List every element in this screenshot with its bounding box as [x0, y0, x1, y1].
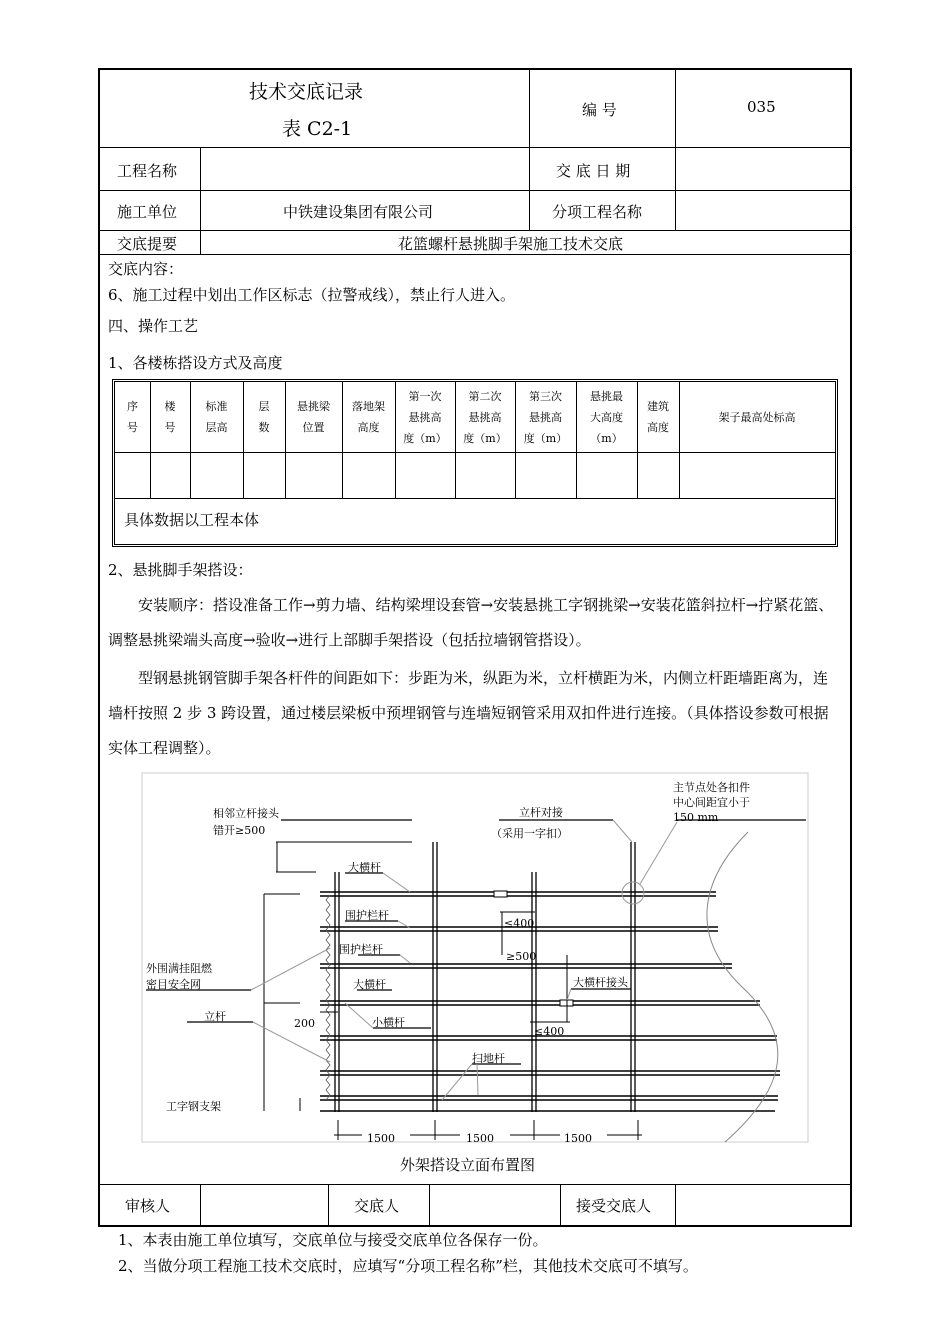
- label-node-1: 主节点处各扣件: [673, 781, 750, 794]
- table-header-text: 第三次: [529, 389, 562, 403]
- label-safety-net-1: 外围满挂阻燃: [146, 962, 212, 975]
- contractor-value: 中铁建设集团有限公司: [283, 203, 434, 221]
- summary-value: 花篮螺杆悬挑脚手架施工技术交底: [398, 235, 624, 253]
- label-sweep-rod: 扫地杆: [472, 1052, 505, 1065]
- label-adjacent-offset: 错开≥500: [213, 824, 266, 837]
- label-ledger-1: 大横杆: [348, 861, 381, 874]
- table-header-text: 悬挑梁位置: [297, 400, 330, 434]
- label-butt-joint-note: （采用一字扣）: [491, 827, 568, 840]
- table-header-text: 大高度: [590, 410, 623, 424]
- table-header-text: 标准层高: [205, 400, 228, 434]
- presenter-label: 交底人: [354, 1197, 400, 1215]
- label-node-2: 中心间距宜小于: [673, 796, 750, 809]
- table-header-text: 号: [164, 421, 176, 434]
- label-transom: 小横杆: [372, 1016, 405, 1029]
- ledger-joint-1: [494, 891, 507, 897]
- note-2: 2、当做分项工程施工技术交底时，应填写“分项工程名称”栏，其他技术交底可不填写。: [118, 1257, 698, 1275]
- table-header-text: 层: [258, 400, 270, 413]
- label-safety-net-2: 密目安全网: [146, 978, 201, 991]
- table-note: 具体数据以工程本体: [124, 511, 260, 529]
- content-line-6: 6、施工过程中划出工作区标志（拉警戒线），禁止行人进入。: [108, 286, 516, 304]
- table-header-text: （m）: [590, 431, 623, 445]
- label-span-1: 1500: [367, 1132, 395, 1145]
- table-header-text: 第二次: [468, 389, 502, 403]
- receiver-label: 接受交底人: [576, 1197, 652, 1215]
- table-header-text: 架子最高处标高: [718, 410, 796, 424]
- label-ledger-2: 大横杆: [353, 978, 386, 991]
- label-ge500: ≥500: [506, 950, 537, 963]
- table-header-text: 悬挑高: [408, 410, 442, 424]
- table-header-text: 楼: [164, 400, 176, 413]
- table-header-text: 悬挑高: [468, 410, 502, 424]
- table-header-text: 度（m）: [403, 431, 447, 445]
- table-header-text: 序: [127, 400, 138, 413]
- subproject-label: 分项工程名称: [552, 203, 643, 221]
- label-node-3: 150 mm: [673, 811, 719, 824]
- form-number: 表 C2-1: [282, 118, 353, 140]
- date-label: 交 底 日 期: [556, 162, 631, 180]
- number-label: 编 号: [582, 101, 617, 119]
- note-1: 1、本表由施工单位填写，交底单位与接受交底单位各保存一份。: [118, 1231, 548, 1249]
- label-ledger-joint: 大横杆接头: [573, 976, 628, 989]
- label-i-beam: 工字钢支架: [166, 1100, 221, 1113]
- table-header-text: 数: [258, 421, 270, 434]
- label-le400-2: ≤400: [534, 1025, 565, 1038]
- number-value: 035: [747, 98, 776, 116]
- table-header-text: 悬挑高: [529, 410, 562, 424]
- paragraph-spacing: 型钢悬挑钢管脚手架各杆件的间距如下：步距为米，纵距为米，立杆横距为米，内侧立杆距墙距离为，连墙杆按照 2 步 3 跨设置，通过楼层梁板中预埋钢管与连墙短钢管采用双扣件进行连接。（具体搭设参数可根据实体工程调整）。: [108, 669, 829, 757]
- project-name-label: 工程名称: [117, 162, 178, 180]
- subsection-1: 1、各楼栋搭设方式及高度: [108, 354, 283, 372]
- label-upright: 立杆: [204, 1010, 226, 1023]
- table-header-text: 号: [127, 421, 138, 434]
- summary-label: 交底提要: [117, 235, 178, 253]
- label-dim-200: 200: [294, 1017, 315, 1030]
- label-le400-1: ≤400: [504, 917, 535, 930]
- table-header-text: 度（m）: [523, 431, 568, 445]
- section-heading: 四、操作工艺: [108, 317, 199, 335]
- table-header-text: 建筑高度: [647, 400, 669, 434]
- reviewer-label: 审核人: [125, 1197, 171, 1215]
- node-circle: [622, 882, 644, 904]
- leader-underlines: [146, 820, 806, 1064]
- label-butt-joint: 立杆对接: [519, 806, 563, 819]
- paragraph-install-sequence: 安装顺序：搭设准备工作→剪力墙、结构梁埋设套管→安装悬挑工字钢挑梁→安装花篮斜拉杆→拧紧花篮、调整悬挑梁端头高度→验收→进行上部脚手架搭设（包括拉墙钢管搭设）。: [108, 596, 834, 649]
- table-header-text: 度（m）: [463, 431, 507, 445]
- table-header-text: 第一次: [408, 389, 442, 403]
- label-span-2: 1500: [466, 1132, 494, 1145]
- table-header-text: 悬挑最: [590, 389, 623, 403]
- leader-diagonals: [251, 820, 677, 1100]
- table-header-text: 落地架高度: [352, 400, 385, 434]
- label-span-3: 1500: [564, 1132, 592, 1145]
- label-adjacent-joint: 相邻立杆接头: [213, 807, 279, 820]
- contractor-label: 施工单位: [117, 203, 178, 221]
- subsection-2: 2、悬挑脚手架搭设：: [108, 561, 253, 579]
- form-title: 技术交底记录: [249, 81, 364, 103]
- safety-net: [326, 895, 330, 1100]
- label-guardrail-2: 围护栏杆: [339, 943, 383, 956]
- content-label: 交底内容：: [108, 260, 184, 278]
- label-guardrail-1: 围护栏杆: [345, 909, 389, 922]
- horizontal-rods: [320, 892, 780, 1111]
- diagram-caption: 外架搭设立面布置图: [400, 1156, 536, 1174]
